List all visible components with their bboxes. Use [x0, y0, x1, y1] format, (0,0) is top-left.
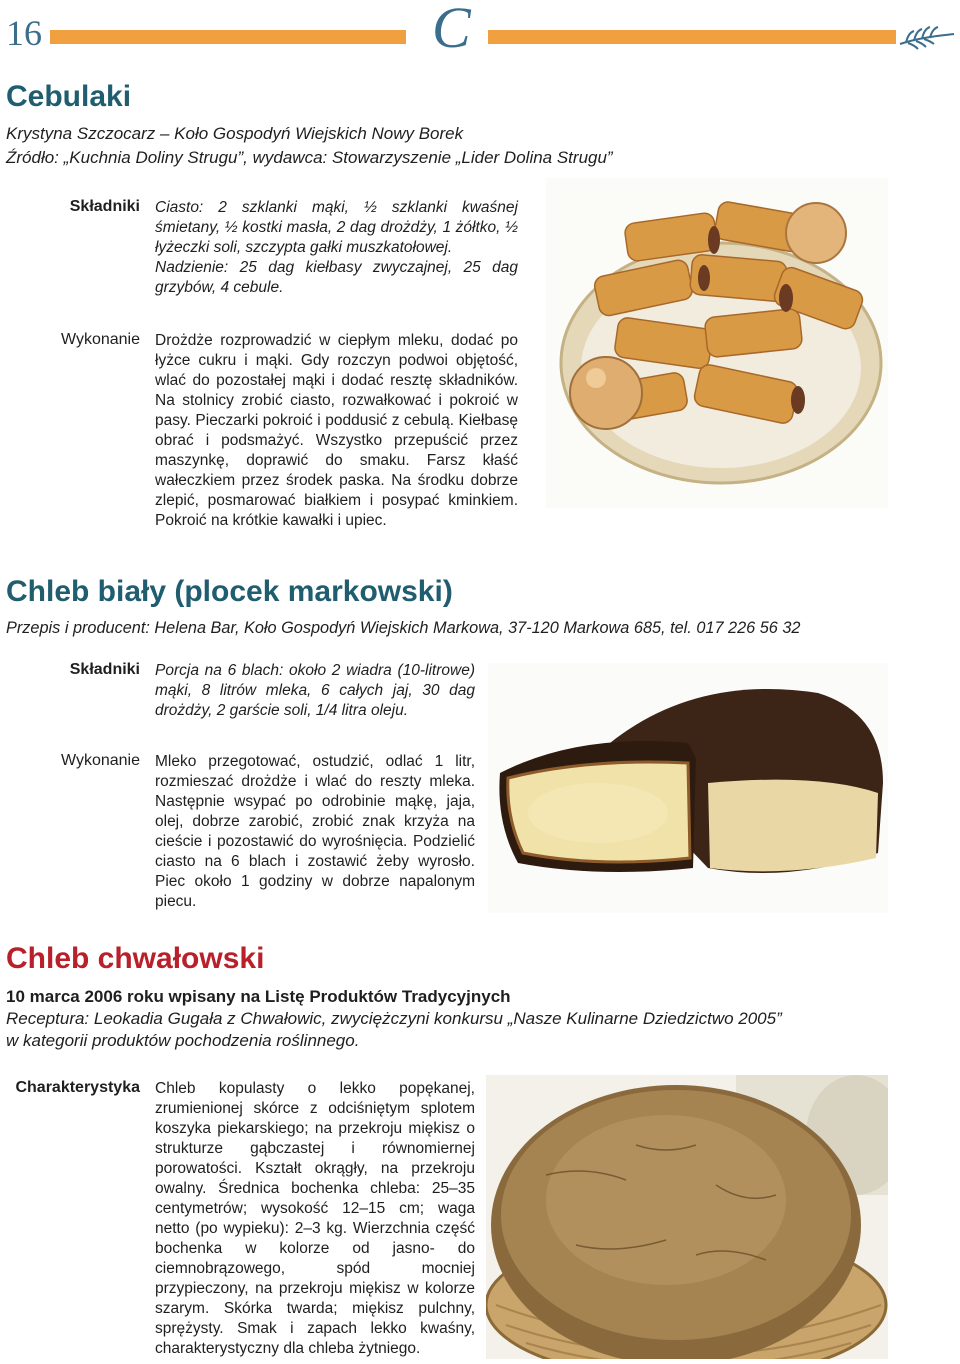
white-bread-photo	[488, 663, 888, 913]
ingredients-text: Porcja na 6 blach: około 2 wiadra (10-litrowe) mąki, 8 litrów mleka, 6 całych jaj, 30 dag drożdży, 2 garście soli, 1/4 litra oleju.	[155, 662, 475, 719]
recipe-author-line1: Receptura: Leokadia Gugała z Chwałowic, zwyciężczyni konkursu „Nasze Kulinarne Dziedzictwo 2005”	[6, 1009, 782, 1028]
rye-bread-photo	[486, 1075, 888, 1359]
recipe-title-cebulaki: Cebulaki	[6, 80, 132, 113]
ingredients-label: Składniki	[69, 198, 140, 215]
recipe-author-line2: w kategorii produktów pochodzenia roślinnego.	[6, 1031, 360, 1050]
page-number: 16	[6, 13, 42, 53]
characteristics-label: Charakterystyka	[15, 1079, 140, 1096]
ingredients-dough: Ciasto: 2 szklanki mąki, ½ szklanki kwaśnej śmietany, ½ kostki masła, 2 dag drożdży, 1 żółtko, ½ łyżeczki soli, szczypta gałki muszkatołowej.	[155, 199, 518, 256]
cebulaki-photo	[546, 178, 888, 508]
recipe-author: Krystyna Szczocarz – Koło Gospodyń Wiejskich Nowy Borek	[6, 124, 464, 143]
section-letter: C	[432, 0, 471, 60]
recipe-source: Źródło: „Kuchnia Doliny Strugu”, wydawca: Stowarzyszenie „Lider Dolina Strugu”	[6, 148, 613, 167]
method-text: Drożdże rozprowadzić w ciepłym mleku, dodać po łyżce cukru i mąki. Gdy rozczyn podwoi objętość, wlać do pozostałej mąki i dodać resztę składników. Na stolnicy zrobić ciasto, rozwałkować i pokroić w pasy. Pieczarki pokroić i poddusić z cebulą. Kiełbasę obrać i podsmażyć. Wszystko przepuścić przez maszynkę, doprawić do smaku. Farsz kłaść wałeczkiem przez środek paska. Na środku dobrze zlepić, posmarować białkiem i posypać kminkiem. Pokroić na krótkie kawałki i upiec.	[155, 332, 518, 529]
recipe-title-chleb-bialy: Chleb biały (plocek markowski)	[6, 575, 453, 608]
ingredients-filling: Nadzienie: 25 dag kiełbasy zwyczajnej, 25 dag grzybów, 4 cebule.	[155, 259, 518, 296]
characteristics-text: Chleb kopulasty o lekko popękanej, zrumienionej skórce z odciśniętym splotem koszyka piekarskiego; na przekroju miękisz o strukturze gąbczastej i równomiernej porowatości. Kształt okrągły, na przekroju owalny. Średnica bochenka chleba: 25–35 centymetrów; wysokość 12–15 cm; waga netto (po wypieku): 2–3 kg. Wierzchnia część bochenka w kolorze od jasno- do ciemnobrązowego, spód mocniej przypieczony, na przekroju miękisz w kolorze szarym. Skórka twarda; miękisz pulchny, sprężysty. Smak i zapach lekko kwaśny, charakterystyczny dla chleba żytniego.	[155, 1080, 475, 1357]
registry-note: 10 marca 2006 roku wpisany na Listę Produktów Tradycyjnych	[6, 987, 511, 1006]
ingredients-text	[155, 198, 518, 298]
header-bar-left	[50, 30, 406, 44]
wheat-logo-icon	[898, 24, 956, 55]
header-bar-right	[488, 30, 896, 44]
recipe-title-chleb-chwalowski: Chleb chwałowski	[6, 942, 265, 975]
recipe-producer: Przepis i producent: Helena Bar, Koło Gospodyń Wiejskich Markowa, 37-120 Markowa 685, tel. 017 226 56 32	[6, 619, 801, 637]
method-text: Mleko przegotować, ostudzić, odlać 1 litr, rozmieszać drożdże i wlać do reszty mleka. Następnie wsypać po odrobinie mąkę, jaja, olej, dobrze zarobić, zrobić znak krzyża na cieście i pozostawić do wyrośnięcia. Podzielić ciasto na 6 blach i zostawić żeby wyrosło. Piec około 1 godziny w dobrze napalonym piecu.	[155, 753, 475, 910]
ingredients-label: Składniki	[69, 661, 140, 678]
method-label: Wykonanie	[60, 331, 140, 348]
method-label: Wykonanie	[60, 752, 140, 769]
